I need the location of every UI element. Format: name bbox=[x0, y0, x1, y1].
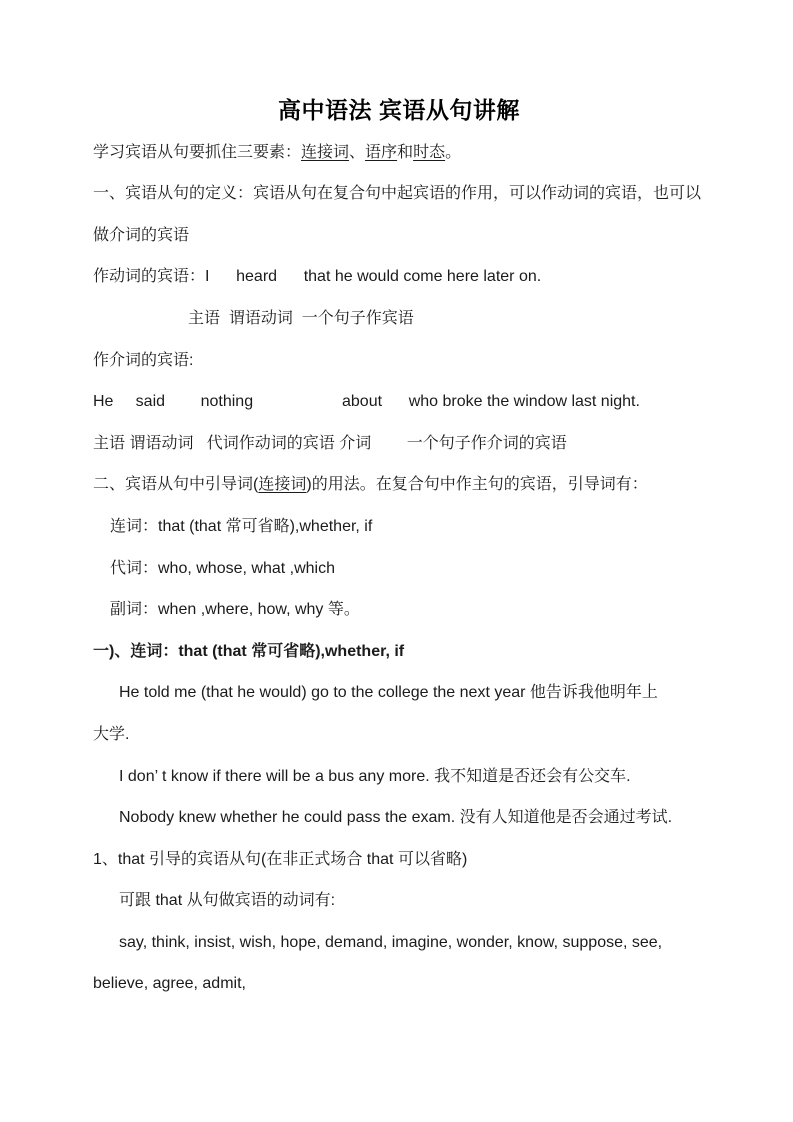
text-segment: Nobody knew whether he could pass the exam. 没有人知道他是否会通过考试. bbox=[119, 809, 673, 827]
text-segment: He told me (that he would) go to the college the next year 他告诉我他明年上 bbox=[119, 684, 658, 702]
paragraph bbox=[93, 340, 705, 382]
paragraph bbox=[93, 548, 705, 590]
text-segment: 副词：when ,where, how, why 等。 bbox=[110, 601, 360, 619]
text-segment: 可跟 that 从句做宾语的动词有: bbox=[119, 892, 336, 910]
paragraph bbox=[93, 506, 705, 548]
paragraph bbox=[93, 922, 705, 964]
text-segment: 、 bbox=[349, 143, 366, 161]
text-segment: 作介词的宾语: bbox=[93, 351, 194, 369]
underlined-text: 连接词 bbox=[258, 476, 307, 494]
text-segment: 一、宾语从句的定义：宾语从句在复合句中起宾语的作用，可以作动词的宾语，也可以 bbox=[93, 185, 702, 203]
paragraph bbox=[93, 381, 705, 423]
paragraph bbox=[93, 963, 705, 1005]
text-segment: 。 bbox=[445, 143, 462, 161]
text-segment: 学习宾语从句要抓住三要素： bbox=[93, 143, 302, 161]
underlined-text: 连接词 bbox=[301, 143, 350, 161]
paragraph bbox=[93, 132, 705, 174]
text-segment: 代词：who, whose, what ,which bbox=[110, 559, 335, 577]
text-segment: 1、that 引导的宾语从句(在非正式场合 that 可以省略) bbox=[93, 850, 468, 868]
text-segment: 做介词的宾语 bbox=[93, 226, 190, 244]
underlined-text: 时态 bbox=[413, 143, 446, 161]
paragraph bbox=[93, 298, 705, 340]
paragraph bbox=[93, 839, 705, 881]
paragraph bbox=[93, 631, 705, 673]
text-segment: 一)、连词：that (that 常可省略),whether, if bbox=[93, 642, 405, 660]
text-segment: 二、宾语从句中引导词( bbox=[93, 476, 259, 494]
paragraph bbox=[93, 173, 705, 215]
document-lines bbox=[93, 132, 705, 1005]
paragraph bbox=[93, 589, 705, 631]
text-segment: 连词：that (that 常可省略),whether, if bbox=[110, 517, 373, 535]
paragraph bbox=[93, 423, 705, 465]
paragraph bbox=[93, 880, 705, 922]
paragraph bbox=[93, 756, 705, 798]
paragraph bbox=[93, 714, 705, 756]
text-segment: believe, agree, admit, bbox=[93, 975, 246, 993]
text-segment: 和 bbox=[397, 143, 414, 161]
paragraph bbox=[93, 672, 705, 714]
text-segment: He said nothing about who broke the window last night. bbox=[93, 393, 640, 411]
underlined-text: 语序 bbox=[365, 143, 398, 161]
text-segment: say, think, insist, wish, hope, demand, imagine, wonder, know, suppose, see, bbox=[119, 933, 663, 951]
text-segment: 作动词的宾语：I heard that he would come here later on. bbox=[93, 268, 542, 286]
paragraph bbox=[93, 464, 705, 506]
text-segment: 主语 谓语动词 一个句子作宾语 bbox=[188, 309, 414, 327]
text-segment: 大学. bbox=[93, 725, 130, 743]
document-title: 高中语法 宾语从句讲解 bbox=[278, 97, 520, 123]
text-segment: I don’ t know if there will be a bus any more. 我不知道是否还会有公交车. bbox=[119, 767, 631, 785]
text-segment: 主语 谓语动词 代词作动词的宾语 介词 一个句子作介词的宾语 bbox=[93, 434, 567, 452]
paragraph bbox=[93, 797, 705, 839]
paragraph bbox=[93, 215, 705, 257]
paragraph bbox=[93, 256, 705, 298]
text-segment: )的用法。在复合句中作主句的宾语，引导词有： bbox=[306, 476, 648, 494]
